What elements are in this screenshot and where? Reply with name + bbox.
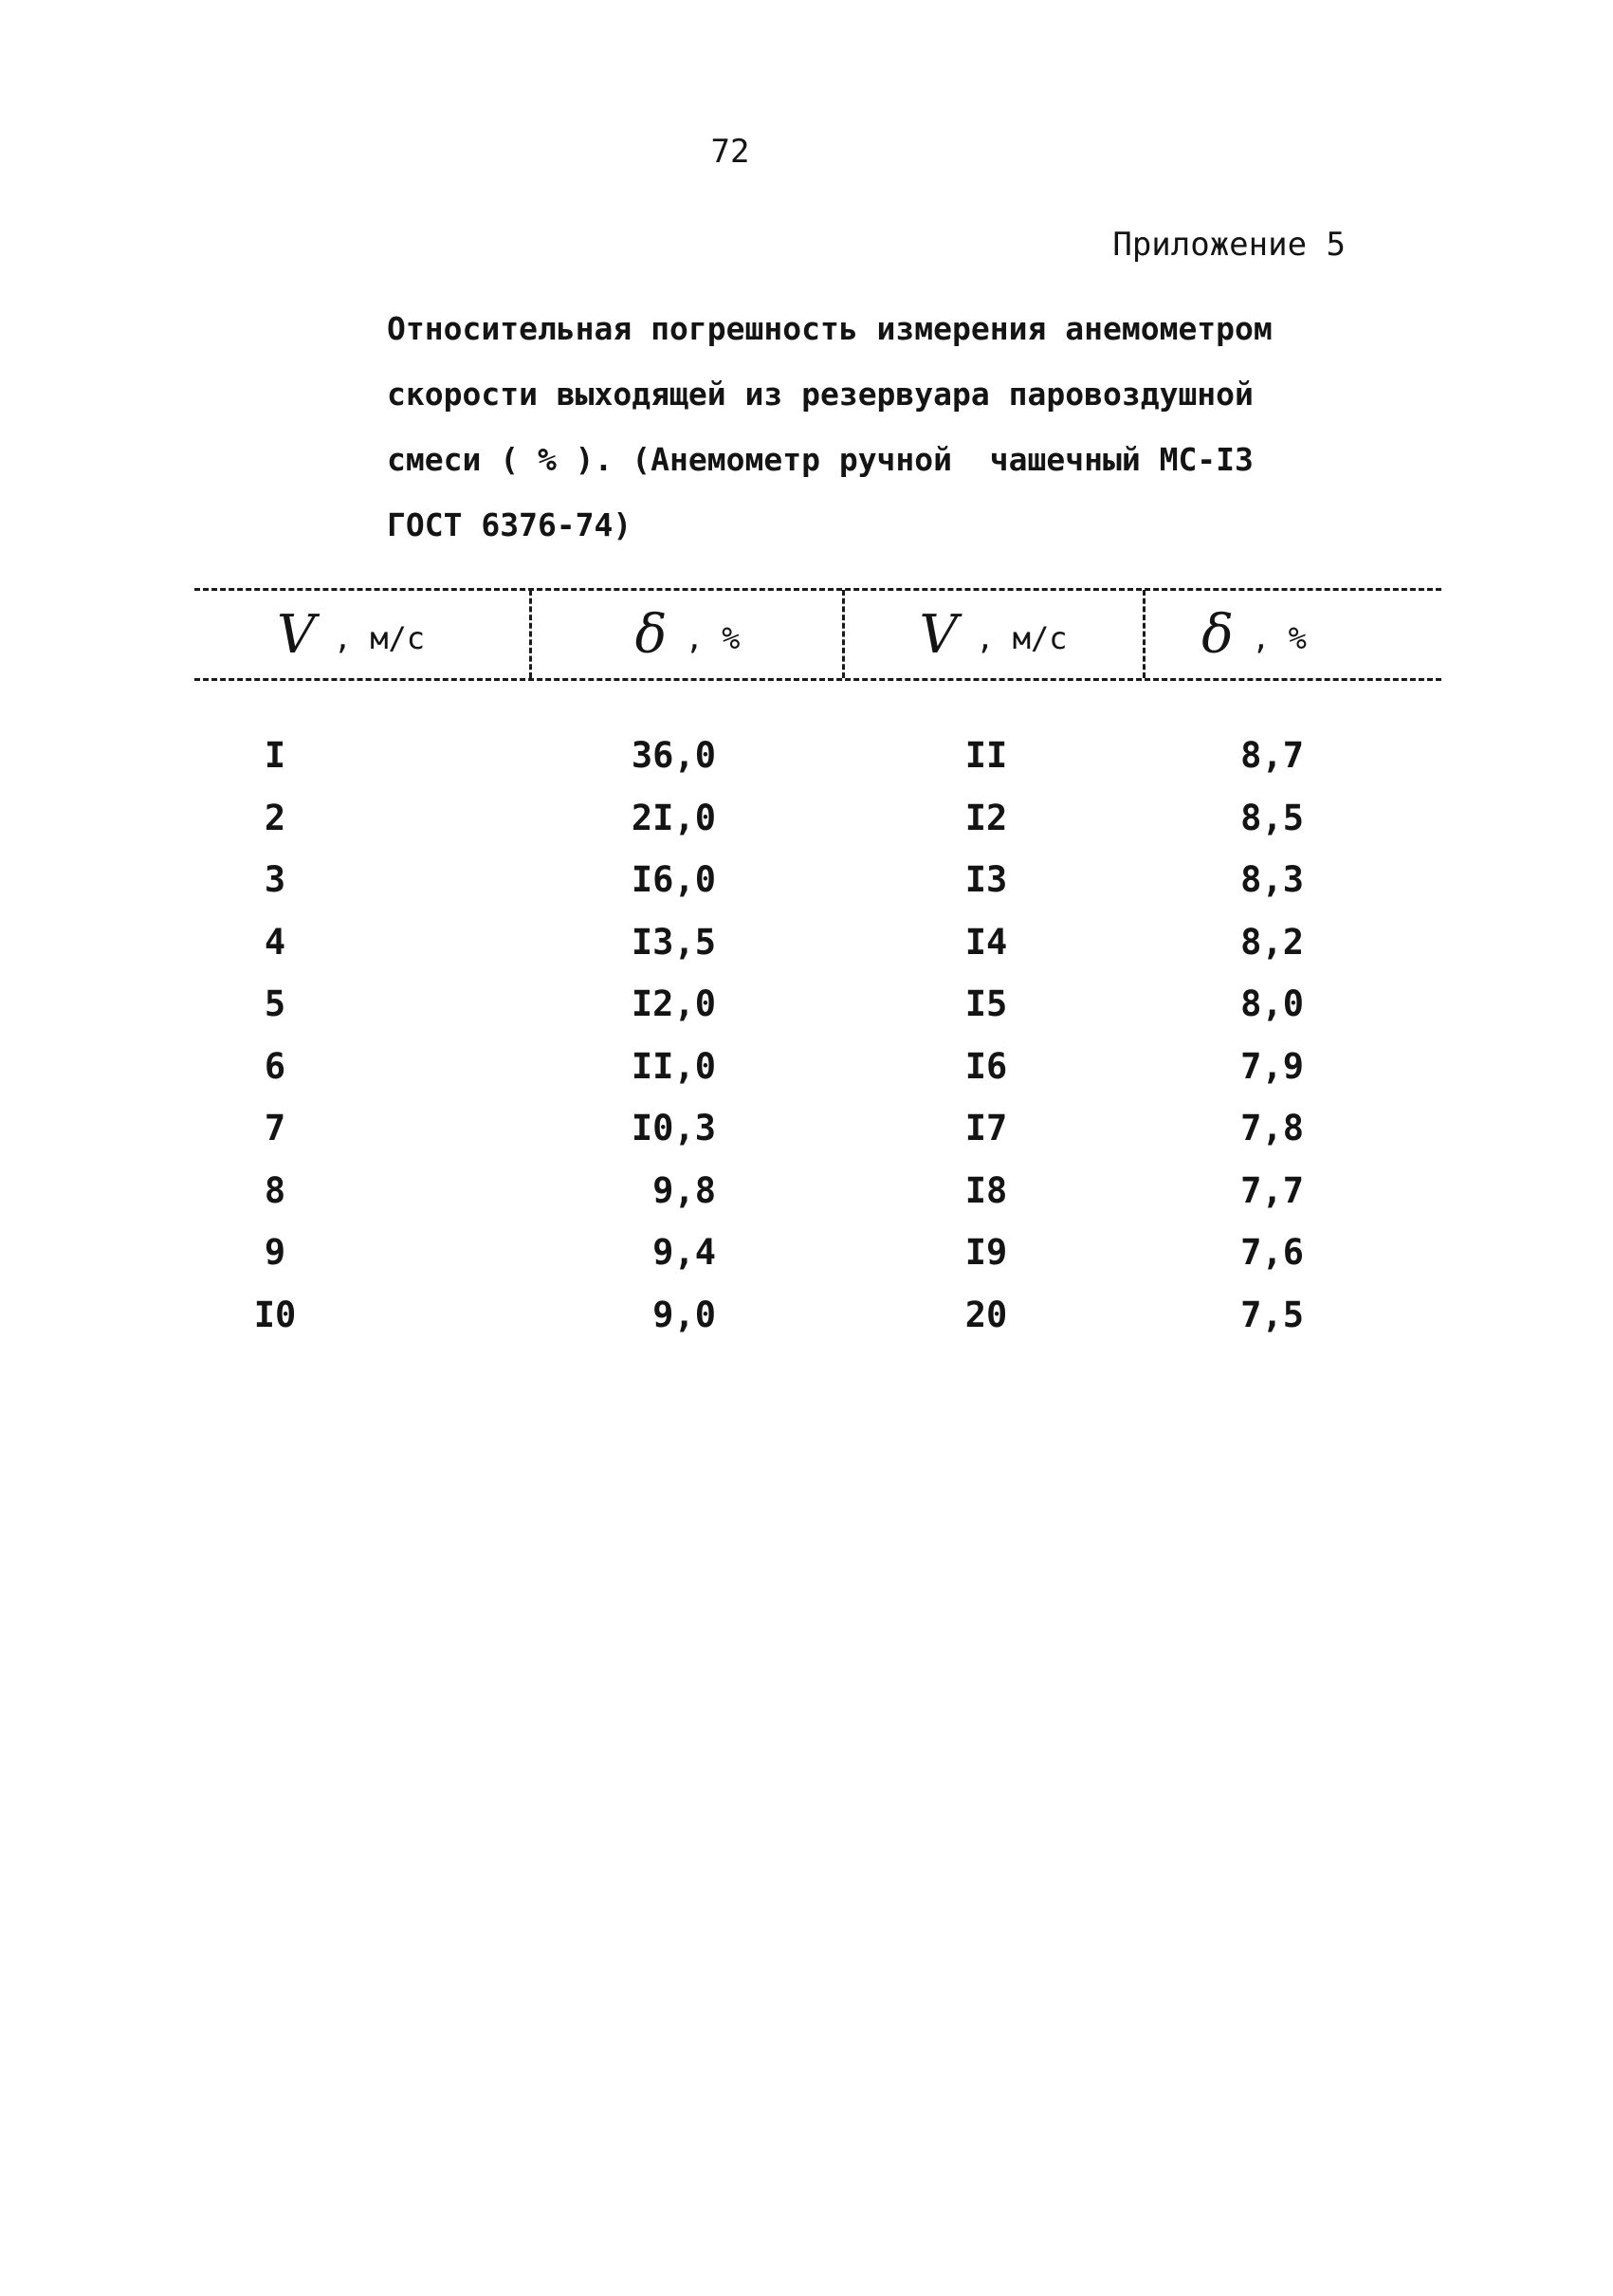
speed-cell: I7 bbox=[964, 1108, 1008, 1148]
table-body bbox=[194, 732, 1441, 1353]
error-cell: 7,8 bbox=[1240, 1108, 1304, 1148]
header-error-1 bbox=[536, 604, 839, 666]
table-row bbox=[194, 1105, 1441, 1167]
speed-cell: 4 bbox=[264, 921, 286, 963]
error-cell: I3,5 bbox=[631, 921, 716, 963]
delta-symbol: δ bbox=[1201, 604, 1234, 666]
speed-cell: 8 bbox=[264, 1169, 286, 1211]
speed-cell: II bbox=[964, 735, 1008, 776]
delta-symbol: δ bbox=[634, 604, 668, 666]
table-row bbox=[194, 795, 1441, 857]
unit-label: , м/с bbox=[315, 620, 426, 656]
velocity-symbol: V bbox=[919, 604, 958, 666]
error-cell: 9,8 bbox=[652, 1169, 716, 1211]
speed-cell: I4 bbox=[964, 921, 1008, 963]
error-cell: 36,0 bbox=[631, 735, 716, 776]
speed-cell: I0 bbox=[253, 1294, 297, 1335]
speed-cell: I9 bbox=[964, 1232, 1008, 1273]
unit-label: , % bbox=[667, 620, 741, 656]
caption-line: скорости выходящей из резервуара паровоздушной bbox=[387, 376, 1254, 413]
error-cell: 8,3 bbox=[1240, 859, 1304, 900]
column-separator bbox=[842, 590, 845, 678]
header-bottom-rule bbox=[194, 678, 1441, 681]
appendix-label: Приложение 5 bbox=[1112, 226, 1346, 264]
table-row bbox=[194, 1043, 1441, 1106]
table-row bbox=[194, 1229, 1441, 1292]
speed-cell: I5 bbox=[964, 983, 1008, 1024]
speed-cell: I bbox=[264, 735, 286, 776]
error-cell: 9,0 bbox=[652, 1294, 716, 1335]
error-cell: I2,0 bbox=[631, 983, 716, 1024]
table-row bbox=[194, 1292, 1441, 1354]
error-cell: II,0 bbox=[631, 1045, 716, 1087]
error-cell: 8,7 bbox=[1240, 735, 1304, 776]
error-cell: 2I,0 bbox=[631, 797, 716, 838]
caption-line: смеси ( % ). (Анемометр ручной чашечный МС-I3 bbox=[387, 441, 1254, 478]
error-cell: 7,7 bbox=[1240, 1169, 1304, 1211]
caption-line: Относительная погрешность измерения анемометром bbox=[387, 310, 1273, 347]
error-cell: 7,9 bbox=[1240, 1045, 1304, 1087]
velocity-symbol: V bbox=[276, 604, 316, 666]
header-speed-1 bbox=[194, 604, 507, 666]
error-cell: 8,5 bbox=[1240, 797, 1304, 838]
speed-cell: 2 bbox=[264, 797, 286, 838]
error-cell: 8,0 bbox=[1240, 983, 1304, 1024]
table-row bbox=[194, 1167, 1441, 1230]
error-cell: I6,0 bbox=[631, 859, 716, 900]
error-cell: I0,3 bbox=[631, 1108, 716, 1148]
error-cell: 8,2 bbox=[1240, 921, 1304, 963]
unit-label: , м/с bbox=[957, 620, 1068, 656]
error-cell: 7,6 bbox=[1240, 1232, 1304, 1273]
speed-cell: 3 bbox=[264, 859, 286, 900]
column-separator bbox=[529, 590, 532, 678]
caption-line: ГОСТ 6376-74) bbox=[387, 506, 632, 543]
column-separator bbox=[1143, 590, 1146, 678]
speed-cell: I6 bbox=[964, 1045, 1008, 1087]
speed-cell: I2 bbox=[964, 797, 1008, 838]
speed-cell: 20 bbox=[964, 1294, 1008, 1335]
table-row bbox=[194, 856, 1441, 919]
speed-cell: 9 bbox=[264, 1232, 286, 1273]
table-row bbox=[194, 919, 1441, 982]
header-top-rule bbox=[194, 588, 1441, 591]
table-row bbox=[194, 981, 1441, 1043]
error-cell: 9,4 bbox=[652, 1232, 716, 1273]
table-caption bbox=[387, 296, 1316, 558]
page-number: 72 bbox=[710, 133, 750, 171]
speed-cell: 6 bbox=[264, 1045, 286, 1087]
speed-cell: I8 bbox=[964, 1169, 1008, 1211]
error-cell: 7,5 bbox=[1240, 1294, 1304, 1335]
header-speed-2 bbox=[849, 604, 1138, 666]
speed-cell: 5 bbox=[264, 983, 286, 1024]
table-header bbox=[194, 580, 1441, 680]
speed-cell: I3 bbox=[964, 859, 1008, 900]
unit-label: , % bbox=[1233, 620, 1307, 656]
speed-cell: 7 bbox=[264, 1108, 286, 1148]
table-row bbox=[194, 732, 1441, 795]
header-error-2 bbox=[1152, 604, 1356, 666]
